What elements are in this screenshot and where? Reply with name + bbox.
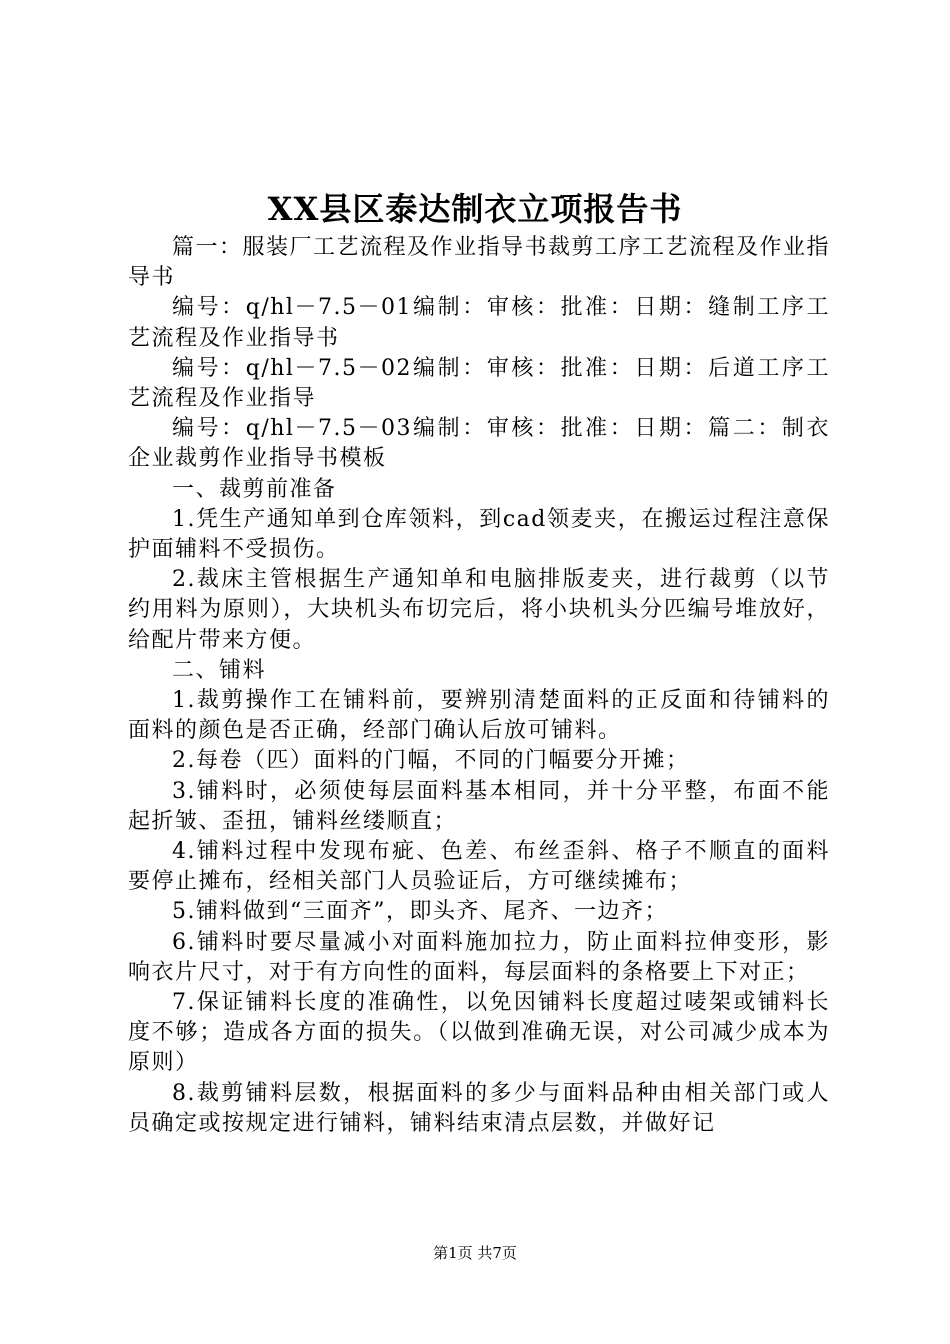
paragraph: 7.保证铺料长度的准确性，以免因铺料长度超过唛架或铺料长度不够；造成各方面的损失。（以做到准确无误，对公司减少成本为原则）: [128, 990, 830, 1076]
paragraph: 8.裁剪铺料层数，根据面料的多少与面料品种由相关部门或人员确定或按规定进行铺料，铺料结束清点层数，并做好记: [128, 1080, 830, 1136]
paragraph: 1.裁剪操作工在铺料前，要辨别清楚面料的正反面和待铺料的面料的颜色是否正确，经部门确认后放可铺料。: [128, 688, 830, 744]
document-body: [128, 233, 830, 1139]
section-heading: 二、铺料: [172, 657, 267, 683]
paragraph: 编号：q/hl－7.5－03编制：审核：批准：日期：篇二：制衣企业裁剪作业指导书模板: [128, 416, 830, 472]
section-heading: 一、裁剪前准备: [172, 476, 337, 502]
paragraph: 2.裁床主管根据生产通知单和电脑排版麦夹，进行裁剪（以节约用料为原则），大块机头布切完后，将小块机头分匹编号堆放好，给配片带来方便。: [128, 567, 830, 653]
paragraph: 2.每卷（匹）面料的门幅，不同的门幅要分开摊；: [172, 748, 690, 774]
paragraph: 1.凭生产通知单到仓库领料，到cad领麦夹，在搬运过程注意保护面辅料不受损伤。: [128, 506, 830, 563]
paragraph: 4.铺料过程中发现布疵、色差、布丝歪斜、格子不顺直的面料要停止摊布，经相关部门人员验证后，方可继续摊布；: [128, 839, 830, 895]
page-title: XX县区泰达制衣立项报告书: [267, 190, 683, 228]
paragraph: 编号：q/hl－7.5－01编制：审核：批准：日期：缝制工序工艺流程及作业指导书: [128, 295, 830, 351]
paragraph: 5.铺料做到“三面齐”，即头齐、尾齐、一边齐；: [172, 899, 668, 925]
page-number: 第1页 共7页: [433, 1244, 517, 1262]
paragraph: 6.铺料时要尽量减小对面料施加拉力，防止面料拉伸变形，影响衣片尺寸，对于有方向性的面料，每层面料的条格要上下对正；: [128, 929, 830, 985]
paragraph: 3.铺料时，必须使每层面料基本相同，并十分平整，布面不能起折皱、歪扭，铺料丝缕顺直；: [128, 778, 830, 834]
paragraph: 篇一：服装厂工艺流程及作业指导书裁剪工序工艺流程及作业指导书: [128, 235, 831, 291]
paragraph: 编号：q/hl－7.5－02编制：审核：批准：日期：后道工序工艺流程及作业指导: [128, 355, 830, 412]
